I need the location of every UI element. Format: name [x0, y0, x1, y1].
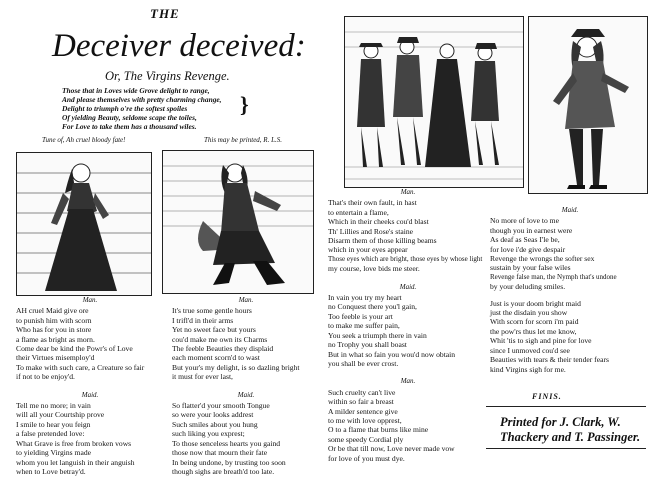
verse-line: Revenge the wrongs the softer sex: [490, 254, 595, 264]
verse-line: kind Virgins sigh for me.: [490, 364, 566, 374]
printer-imprint: [500, 415, 640, 445]
divider-rule: [486, 406, 646, 407]
verse-column-3: [328, 186, 488, 463]
verse-line: O to a flame that burns like mine: [328, 425, 429, 435]
intro-line: Of yielding Beauty, seldome scape the toiles,: [62, 113, 197, 122]
verse-line: Beauties with tears & their tender fears: [490, 355, 609, 365]
verse-column-1: [16, 294, 164, 476]
verse-line: I smile to hear you feign: [16, 419, 91, 429]
verse-line: it must for ever last,: [172, 372, 233, 382]
verse-line: the pow'rs thus let me know,: [490, 326, 577, 336]
speaker-label: Maid.: [237, 390, 255, 399]
verse-line: some speedy Cordial ply: [328, 434, 404, 444]
verse-line: Too feeble is your art: [328, 311, 393, 321]
verse-line: To make with such care, a Creature so fair: [16, 362, 145, 372]
woodcut-gallant: [528, 16, 648, 194]
verse-line: by your deluding smiles.: [490, 282, 566, 292]
verse-line: But your's my delight, is so dazling bright: [172, 362, 300, 372]
speaker-label: Man.: [400, 188, 416, 196]
verse-column-2: [172, 294, 320, 476]
verse-line: Th' Lillies and Rose's staine: [328, 226, 413, 236]
intro-verse: [62, 86, 222, 131]
woodcut-gallant-illustration: [529, 17, 647, 193]
verse-line: I trifl'd in their arms: [172, 315, 234, 325]
divider-rule: [486, 448, 646, 449]
verse-line: Revenge false man, the Nymph that's undone: [490, 272, 617, 281]
verse-line: The feeble Beauties they displaid: [172, 344, 274, 354]
intro-line: Delight to triumph o're the softest spoiles: [62, 104, 188, 113]
verse-line: In being undone, by trusting too soon: [172, 457, 286, 467]
verse-line: within so fair a breast: [328, 397, 394, 407]
woodcut-man-illustration: [163, 151, 313, 293]
verse-line: will all your Courtship prove: [16, 410, 105, 420]
verse-line: As deaf as Seas I'le be,: [490, 235, 560, 245]
verse-line: for love i'de give despair: [490, 244, 566, 254]
speaker-label: Maid.: [561, 206, 579, 214]
verse-line: It's true some gentle hours: [172, 306, 252, 316]
verse-line: Or be that till now, Love never made vow: [328, 444, 455, 454]
verse-line: just the disdain you show: [490, 308, 568, 318]
verse-line: such liking you exprest;: [172, 429, 245, 439]
speaker-label: Maid.: [399, 282, 417, 291]
verse-line: though you in earnest were: [490, 225, 573, 235]
verse-line: Yet no sweet face but yours: [172, 325, 256, 335]
finis-mark: FINIS.: [532, 392, 562, 401]
verse-line: You seek a triumph there in vain: [328, 330, 427, 340]
verse-line: no Conquest there you'l gain,: [328, 302, 417, 312]
verse-line: No more of love to me: [490, 216, 559, 226]
ballad-subtitle: Or, The Virgins Revenge.: [105, 69, 230, 83]
verse-line: since I unmoved cou'd see: [490, 345, 570, 355]
verse-line: no Trophy you shall boast: [328, 340, 407, 350]
verse-line: So flatter'd your smooth Tongue: [172, 401, 270, 411]
verse-line: With scorn for scorn i'm paid: [490, 317, 579, 327]
speaker-label: Maid.: [81, 390, 99, 399]
verse-line: to make me suffer pain,: [328, 321, 400, 331]
verse-line: That's their own fault, in hast: [328, 198, 417, 208]
verse-line: whom you let languish in their anguish: [16, 457, 135, 467]
verse-line: To those senceless hearts you gaind: [172, 438, 281, 448]
verse-line: Such cruelty can't live: [328, 387, 396, 397]
verse-line: which in your eyes appear: [328, 245, 408, 255]
verse-line: a flame as bright as morn.: [16, 334, 95, 344]
verse-line: Those eyes which are bright, those eyes by whose light: [328, 254, 483, 263]
verse-line: to punish him with scorn: [16, 315, 92, 325]
speaker-label: Man.: [82, 296, 98, 304]
heading-the: THE: [150, 6, 180, 21]
verse-line: sustain by your false wiles: [490, 263, 571, 273]
verse-line: Who has for you in store: [16, 325, 92, 335]
verse-line: their Virtues misemploy'd: [16, 353, 95, 363]
license-note: This may be printed, R. L.S.: [204, 136, 282, 144]
verse-line: Tell me no more; in vain: [16, 401, 91, 411]
woodcut-group-illustration: [345, 17, 523, 187]
verse-line: when to Love betray'd.: [16, 466, 86, 476]
verse-line: for love of you must dye.: [328, 453, 405, 463]
verse-column-4: [490, 204, 650, 374]
verse-line: Come dear be kind the Powr's of Love: [16, 344, 133, 354]
verse-line: A milder sentence give: [328, 406, 398, 416]
imprint-line: Thackery and T. Passinger.: [500, 430, 641, 444]
woodcut-man: [162, 150, 314, 294]
verse-line: cou'd make me own its Charms: [172, 334, 268, 344]
intro-line: Those that in Loves wide Grove delight to range,: [62, 86, 210, 95]
verse-line: Which in their cheeks cou'd blast: [328, 217, 429, 227]
verse-line: to me with love opprest,: [328, 415, 402, 425]
imprint-line: Printed for J. Clark, W.: [500, 415, 621, 429]
intro-line: For Love to take them has a thousand wiles.: [62, 122, 197, 131]
verse-line: Just is your doom bright maid: [490, 298, 581, 308]
brace-ornament: }: [240, 92, 249, 117]
verse-line: In vain you try my heart: [328, 293, 402, 303]
verse-line: AH cruel Maid give ore: [16, 306, 89, 316]
verse-line: if not to be enjoy'd.: [16, 372, 75, 382]
verse-line: Whit 'tis to sigh and pine for love: [490, 336, 592, 346]
verse-line: to yielding Virgins made: [16, 448, 91, 458]
speaker-label: Man.: [400, 377, 416, 386]
verse-line: my course, love bids me steer.: [328, 264, 420, 274]
verse-line: But in what so fain you wou'd now obtain: [328, 349, 456, 359]
speaker-label: Man.: [238, 296, 254, 304]
verse-line: What Grave is free from broken vows: [16, 438, 132, 448]
verse-line: those now that mourn their fate: [172, 448, 268, 458]
intro-line: And please themselves with pretty charming change,: [62, 95, 222, 104]
tune-note: Tune of, Ah cruel bloody fate!: [42, 136, 126, 144]
woodcut-woman: [16, 152, 152, 296]
verse-line: though sighs are breath'd too late.: [172, 466, 275, 476]
verse-line: Such smiles about you hung: [172, 419, 258, 429]
verse-line: a false pretended love:: [16, 429, 85, 439]
woodcut-woman-illustration: [17, 153, 151, 295]
verse-line: you shall be ever crost.: [328, 358, 399, 368]
verse-line: Disarm them of those killing beams: [328, 236, 437, 246]
woodcut-group: [344, 16, 524, 188]
verse-line: so were your looks addrest: [172, 410, 254, 420]
verse-line: each moment scorn'd to wast: [172, 353, 260, 363]
verse-line: to entertain a flame,: [328, 207, 389, 217]
ballad-title: Deceiver deceived:: [52, 28, 306, 64]
